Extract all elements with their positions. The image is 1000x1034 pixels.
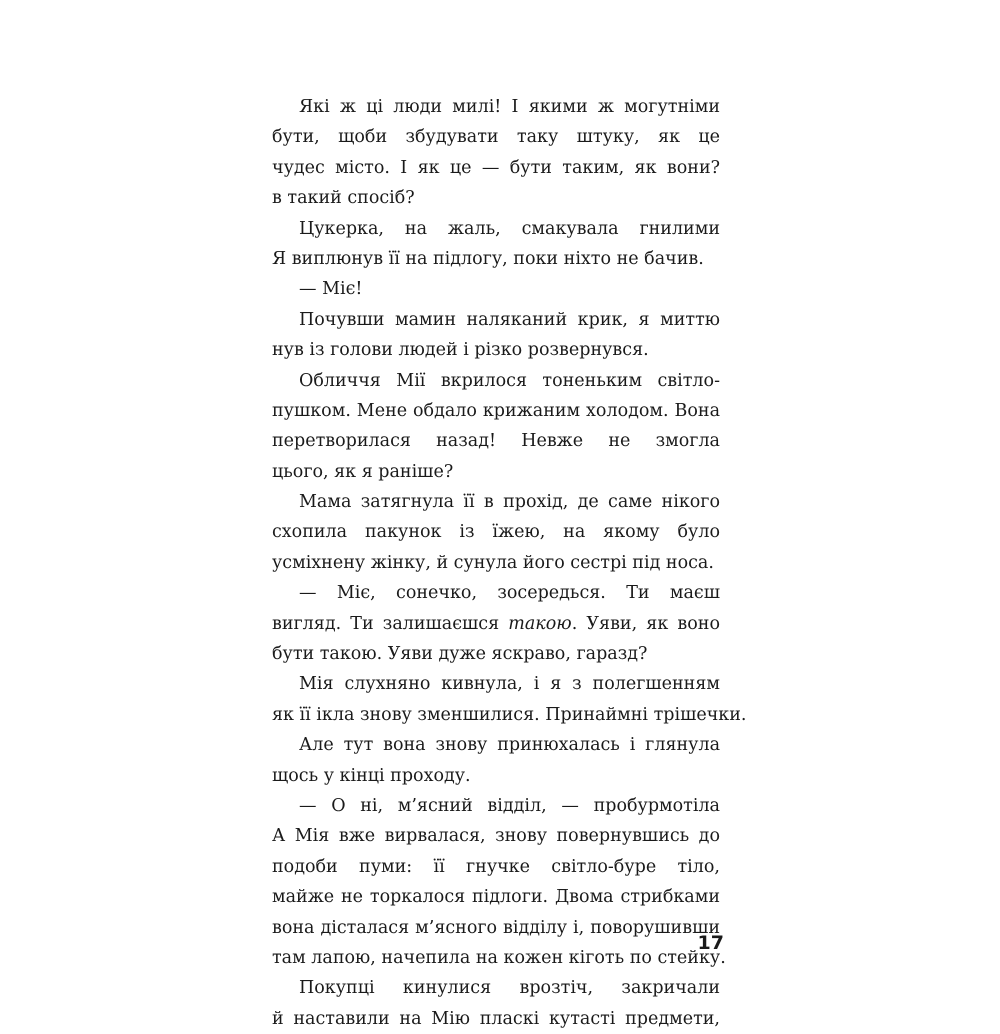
paragraph (272, 92, 720, 214)
text-line: й наставили на Мію пласкі кутасті предмети, (272, 1008, 720, 1029)
text-fragment: вигляд. Ти залишаєшся (272, 613, 509, 634)
text-fragment: . Уяви, як воно (571, 613, 720, 634)
paragraph (272, 973, 720, 1034)
italic-word: такою (508, 613, 572, 634)
paragraph (272, 366, 720, 488)
text-line: майже не торкалося підлоги. Двома стрибками (272, 887, 720, 908)
paragraph (272, 578, 720, 669)
text-line: Мія слухняно кивнула, і я з полегшенням (299, 674, 720, 695)
text-line: Обличчя Мії вкрилося тоненьким світло- (299, 370, 720, 391)
text-line: в такий спосіб? (272, 188, 415, 209)
text-line: подоби пуми: її гнучке світло-буре тіло, (272, 856, 720, 877)
text-line (272, 609, 720, 639)
text-line: там лапою, начепила на кожен кіготь по стейку. (272, 947, 726, 968)
text-line: Які ж ці люди милі! І якими ж могутніми (299, 97, 720, 117)
text-line: — О ні, м’ясний відділ, — пробурмотіла (299, 795, 720, 816)
paragraph (272, 214, 720, 275)
text-line: усміхнену жінку, й сунула його сестрі під носа. (272, 552, 714, 573)
paragraph (272, 487, 720, 578)
text-line: як її ікла знову зменшилися. Принаймні трішечки. (272, 704, 747, 725)
text-line: Цукерка, на жаль, смакувала гнилими (299, 218, 720, 239)
text-line: бути такою. Уяви дуже яскраво, гаразд? (272, 644, 648, 665)
text-line: нув із голови людей і різко розвернувся. (272, 340, 649, 361)
text-line: Але тут вона знову принюхалась і глянула (299, 735, 720, 756)
text-line: чудес місто. І як це — бути таким, як вони? (272, 157, 720, 178)
text-line: перетворилася назад! Невже не змогла (272, 431, 720, 452)
page-number: 17 (697, 932, 724, 954)
text-line: Почувши мамин наляканий крик, я миттю (299, 309, 720, 330)
paragraph (272, 791, 726, 973)
text-line: цього, як я раніше? (272, 461, 454, 482)
text-line: вона дісталася м’ясного відділу і, поворушивши (272, 917, 720, 938)
text-line: Я виплюнув її на підлогу, поки ніхто не бачив. (272, 248, 704, 269)
text-line: щось у кінці проходу. (272, 765, 471, 786)
paragraph (272, 669, 747, 730)
text-line (272, 578, 720, 608)
text-line: схопила пакунок із їжею, на якому було (272, 522, 720, 543)
paragraph (272, 274, 720, 304)
text-line: А Мія вже вирвалася, знову повернувшись до (272, 826, 720, 847)
body-text (272, 92, 747, 1034)
text-line: — Міє! (299, 279, 363, 300)
text-line: пушком. Мене обдало крижаним холодом. Вона (272, 400, 720, 421)
paragraph (272, 305, 720, 366)
text-fragment: — Міє, сонечко, зосередься. Ти маєш (299, 583, 720, 604)
paragraph (272, 730, 720, 791)
text-line: Мама затягнула її в прохід, де саме нікого (299, 492, 720, 513)
text-line: Покупці кинулися врозтіч, закричали (299, 978, 720, 999)
text-line: бути, щоби збудувати таку штуку, як це (272, 127, 720, 148)
